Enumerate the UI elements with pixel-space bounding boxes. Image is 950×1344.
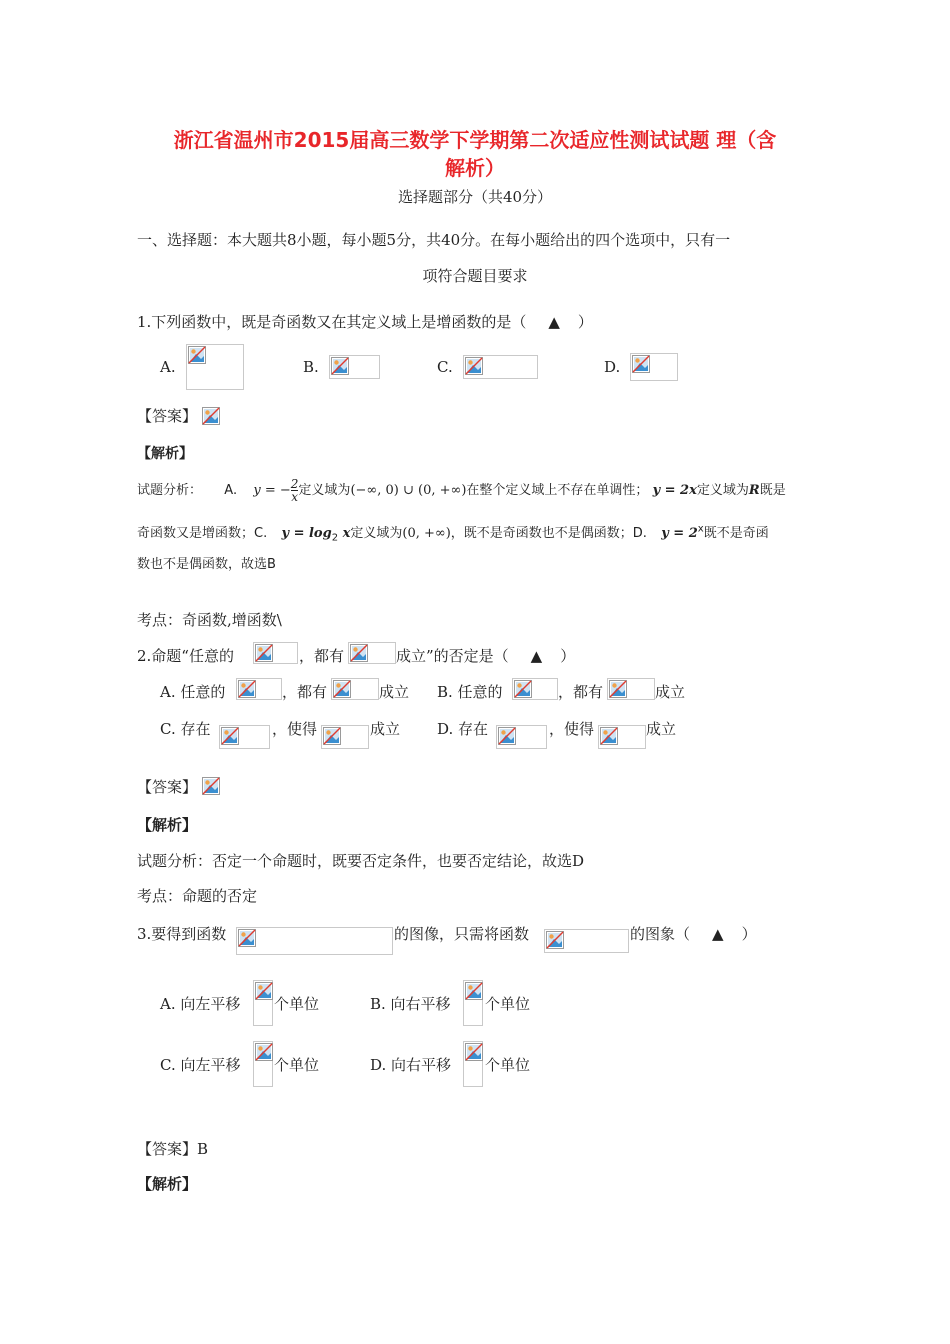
q2-option-d-image-2	[598, 725, 646, 749]
broken-image-icon	[255, 982, 273, 1000]
broken-image-icon	[238, 680, 256, 698]
q2-stem-image-1	[253, 642, 298, 664]
q2-stem-b: ，都有	[299, 647, 345, 665]
q3-stem-c	[630, 923, 757, 944]
q2-option-d-end: 成立	[646, 720, 677, 738]
q1-blank-mark: ▲	[548, 313, 560, 331]
q2-option-a-image-1	[236, 678, 282, 700]
broken-image-icon	[632, 355, 650, 373]
broken-image-icon	[255, 644, 273, 662]
q2-option-b-mid: ，都有	[558, 683, 604, 701]
q1-stem-text: 1.下列函数中，既是奇函数又在其定义域上是增函数的是（	[137, 313, 527, 331]
q3-option-d-unit: 个单位	[485, 1056, 531, 1074]
instructions-line2: 项符合题目要求	[422, 267, 528, 285]
q2-stem-c-text: 成立”的否定是（	[396, 647, 509, 665]
broken-image-icon	[255, 1043, 273, 1061]
broken-image-icon	[323, 727, 341, 745]
q3-option-d-image	[463, 1041, 483, 1087]
analysis-text: 既不是奇函	[703, 526, 769, 541]
q3-option-d-label: D. 向右平移	[370, 1056, 452, 1074]
broken-image-icon	[188, 346, 206, 364]
q2-kaodian: 考点：命题的否定	[137, 887, 258, 905]
q1-option-a-label: A.	[160, 358, 176, 376]
q1-answer-image	[202, 405, 222, 427]
formula: x	[338, 526, 351, 541]
q3-stem-a: 3.要得到函数	[137, 925, 227, 943]
q2-option-a-mid: ，都有	[282, 683, 328, 701]
q2-option-c-image-2	[321, 725, 369, 749]
q1-option-c-image	[463, 355, 538, 379]
broken-image-icon	[465, 357, 483, 375]
q2-option-c-image-1	[219, 725, 270, 749]
q3-blank-mark: ▲	[712, 925, 724, 943]
instructions-line1: 一、选择题：本大题共8小题，每小题5分，共40分。在每小题给出的四个选项中，只有一	[137, 231, 731, 249]
broken-image-icon	[465, 1043, 483, 1061]
q3-option-c-label: C. 向左平移	[160, 1056, 241, 1074]
formula: y = 2	[661, 526, 698, 541]
q3-option-b-image	[463, 980, 483, 1026]
analysis-text: 定义域为	[350, 526, 403, 541]
broken-image-icon	[609, 680, 627, 698]
q1-option-b-label: B.	[303, 358, 319, 376]
broken-image-icon	[238, 929, 256, 947]
analysis-text: 定义域为	[298, 483, 351, 498]
analysis-text: ，既不是奇函数也不是偶函数；D.	[450, 526, 647, 541]
q3-close: ）	[741, 925, 757, 943]
q1-option-d-label: D.	[604, 358, 621, 376]
formula: (0, +∞)	[402, 526, 451, 541]
analysis-text: 既是	[759, 483, 786, 498]
analysis-text: A.	[224, 483, 238, 498]
broken-image-icon	[202, 407, 220, 425]
q2-option-c-end: 成立	[370, 720, 401, 738]
q2-option-d-label: D. 存在	[437, 720, 489, 738]
q2-answer-image	[202, 775, 222, 797]
q1-analysis-label: 【解析】	[137, 446, 193, 462]
broken-image-icon	[350, 644, 368, 662]
q2-stem-image-2	[348, 642, 396, 664]
q2-option-a-end: 成立	[379, 683, 410, 701]
q3-option-c-unit: 个单位	[274, 1056, 320, 1074]
q2-analysis-label: 【解析】	[137, 816, 198, 834]
q2-option-b-label: B. 任意的	[437, 683, 503, 701]
q3-option-a-label: A. 向左平移	[160, 995, 241, 1013]
broken-image-icon	[514, 680, 532, 698]
q1-option-b-image	[329, 355, 380, 379]
q2-option-a-label: A. 任意的	[160, 683, 226, 701]
q2-option-b-image-1	[512, 678, 558, 700]
broken-image-icon	[221, 727, 239, 745]
q2-option-b-end: 成立	[655, 683, 686, 701]
broken-image-icon	[465, 982, 483, 1000]
broken-image-icon	[202, 777, 220, 795]
broken-image-icon	[333, 680, 351, 698]
doc-title-line1: 浙江省温州市2015届高三数学下学期第二次适应性测试试题 理（含	[173, 128, 777, 152]
analysis-text: 试题分析：	[137, 483, 203, 498]
q3-option-b-unit: 个单位	[485, 995, 531, 1013]
q1-close: ）	[577, 313, 593, 331]
q2-answer-label: 【答案】	[137, 778, 198, 796]
q2-blank-mark: ▲	[530, 647, 543, 665]
fraction-denominator: x	[291, 490, 298, 504]
q1-analysis-line2	[137, 522, 769, 544]
q2-option-b-image-2	[607, 678, 655, 700]
q1-analysis-line3: 数也不是偶函数，故选B	[137, 557, 276, 572]
q1-kaodian: 考点：奇函数,增函数\	[137, 611, 282, 629]
q3-stem-image-2	[544, 929, 629, 953]
q3-option-b-label: B. 向右平移	[370, 995, 451, 1013]
q1-stem	[137, 311, 593, 332]
q3-stem-c-text: 的图象（	[630, 925, 691, 943]
q2-option-d-mid: ，使得	[549, 720, 595, 738]
q1-option-d-image	[630, 353, 678, 381]
formula-superscript: x	[697, 523, 704, 535]
formula: y = −	[253, 483, 291, 498]
broken-image-icon	[331, 357, 349, 375]
broken-image-icon	[546, 931, 564, 949]
q1-option-a-image	[186, 344, 244, 390]
formula: (−∞, 0) ∪ (0, +∞)	[350, 483, 467, 498]
q3-option-c-image	[253, 1041, 273, 1087]
doc-title-line2: 解析）	[445, 156, 505, 180]
q2-stem-a: 2.命题“任意的	[137, 647, 234, 665]
q2-stem-c	[396, 645, 575, 666]
q2-close: ）	[560, 647, 576, 665]
section-header: 选择题部分（共40分）	[397, 188, 553, 206]
formula: y = 2x	[652, 483, 697, 498]
q3-analysis-label: 【解析】	[137, 1175, 198, 1193]
q3-option-a-unit: 个单位	[274, 995, 320, 1013]
analysis-text: 奇函数又是增函数；C.	[137, 526, 268, 541]
analysis-text: 定义域为	[696, 483, 749, 498]
q3-answer: 【答案】B	[137, 1140, 209, 1158]
q3-stem-b: 的图像，只需将函数	[394, 925, 530, 943]
q2-option-c-mid: ，使得	[272, 720, 318, 738]
q3-option-a-image	[253, 980, 273, 1026]
broken-image-icon	[498, 727, 516, 745]
analysis-text: 在整个定义域上不存在单调性；	[466, 483, 649, 498]
q1-answer-label: 【答案】	[137, 407, 198, 425]
q2-option-a-image-2	[331, 678, 379, 700]
fraction-numerator: 2	[290, 477, 299, 491]
formula: R	[748, 483, 760, 498]
q2-option-c-label: C. 存在	[160, 720, 211, 738]
q2-analysis: 试题分析：否定一个命题时，既要否定条件，也要否定结论，故选D	[137, 852, 585, 870]
formula-subscript: 2	[331, 532, 339, 544]
q3-stem-image-1	[236, 927, 393, 955]
formula: y = log	[281, 526, 332, 541]
broken-image-icon	[600, 727, 618, 745]
q1-option-c-label: C.	[437, 358, 453, 376]
q1-analysis-line1	[137, 478, 786, 503]
q2-option-d-image-1	[496, 725, 547, 749]
